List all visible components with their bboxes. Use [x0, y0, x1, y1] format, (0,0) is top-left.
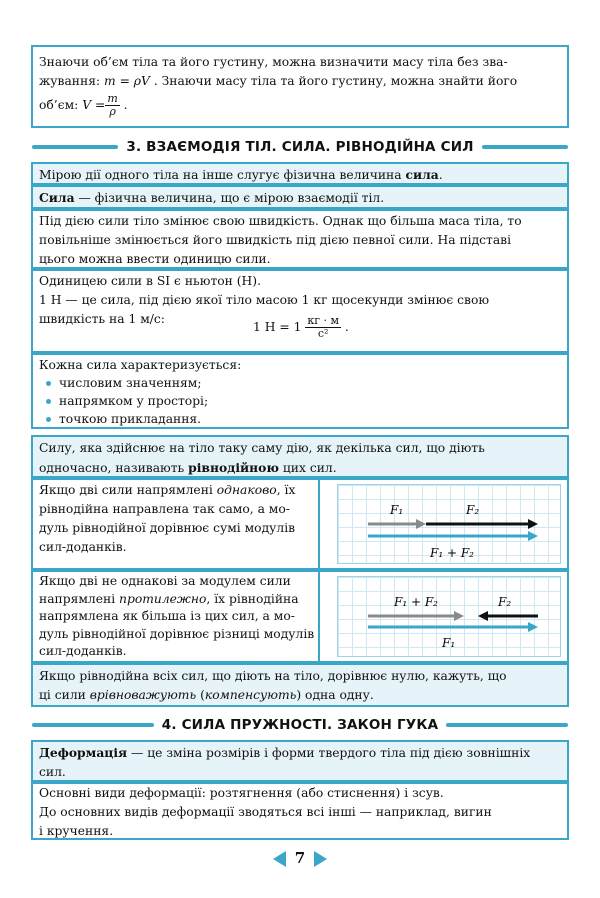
- box-text: .: [438, 168, 443, 182]
- intro-text: .: [119, 98, 128, 112]
- title-rule-left: [32, 145, 118, 149]
- force-definition-box: [31, 185, 569, 209]
- label-f2: F₂: [466, 503, 480, 517]
- unit-fraction: [305, 315, 341, 340]
- formula-tail: .: [341, 320, 349, 334]
- term-deformation: Деформація: [39, 745, 128, 760]
- label-sum: F₁ + F₂: [430, 546, 474, 560]
- title-rule-left: [32, 723, 154, 727]
- box-text: напрямлені: [39, 591, 120, 606]
- text-line: цього можна ввести одиницю сили.: [39, 252, 271, 266]
- term-compensate: компенсують: [204, 688, 297, 702]
- box-text: цих сил.: [278, 461, 337, 475]
- column-divider: [318, 572, 320, 661]
- list-item: числовим значенням;: [59, 374, 561, 392]
- opposite-direction-diagram: [337, 576, 561, 657]
- intro-line-3: [39, 93, 561, 118]
- vector-diagram-opposite: [338, 577, 560, 656]
- intro-line-2: [39, 72, 561, 91]
- section-4-title-bar: [32, 714, 568, 736]
- term-force-def: Сила: [39, 190, 75, 205]
- label-f1: F₁: [442, 636, 456, 650]
- term-opposite: протилежно: [119, 591, 207, 606]
- box-text: — фізична величина, що є мірою взаємодії тіл.: [74, 191, 385, 205]
- text-line: Основні види деформації: розтягнення (або стиснення) і зсув.: [39, 786, 444, 800]
- box-text: (: [196, 688, 205, 702]
- arrowhead-icon: [416, 519, 426, 529]
- intro-text: жування:: [39, 74, 105, 88]
- resultant-definition-box: [31, 435, 569, 478]
- label-sum: F₁ + F₂: [394, 595, 438, 609]
- box-text: ці сили: [39, 688, 90, 702]
- text-line: рівнодійна направлена так само, а мо-: [39, 502, 290, 516]
- term-resultant: рівнодійною: [188, 460, 279, 475]
- same-direction-box: [31, 478, 569, 570]
- section-3-title: 3. ВЗАЄМОДІЯ ТІЛ. СИЛА. РІВНОДІЙНА СИЛ: [126, 139, 474, 155]
- term-balance: врівноважують: [89, 688, 197, 702]
- text-line: напрямлена як більша із цих сил, а мо-: [39, 609, 295, 623]
- text-line: дуль рівнодійної дорівнює різниці модулів: [39, 626, 315, 641]
- vector-diagram-same: [338, 485, 560, 563]
- fraction-numerator: m: [107, 92, 118, 105]
- label-f2: F₂: [498, 595, 512, 609]
- text-line: сил-доданків.: [39, 644, 127, 658]
- section-4-title: 4. СИЛА ПРУЖНОСТІ. ЗАКОН ГУКА: [161, 717, 439, 733]
- previous-page-icon[interactable]: [273, 851, 286, 867]
- intro-text: об’єм:: [39, 98, 83, 112]
- title-rule-right: [482, 145, 568, 149]
- text-line: [39, 458, 561, 478]
- same-direction-diagram: [337, 484, 561, 564]
- label-f1: F₁: [390, 503, 404, 517]
- fraction-denominator: ρ: [109, 105, 116, 118]
- opposite-direction-box: [31, 570, 569, 663]
- volume-fraction: [105, 93, 119, 118]
- text-line: До основних видів деформації зводяться всі інші — наприклад, вигин: [39, 805, 492, 819]
- arrowhead-icon: [528, 519, 538, 529]
- text-line: [39, 743, 561, 763]
- box-text: Мірою дії одного тіла на інше слугує фізична величина: [39, 168, 406, 182]
- next-page-icon[interactable]: [314, 851, 327, 867]
- title-rule-right: [446, 723, 568, 727]
- intro-line-1: Знаючи об’єм тіла та його густину, можна визначити масу тіла без зва-: [39, 55, 508, 69]
- term-same: однаково: [216, 483, 277, 497]
- box-text: , їх: [276, 483, 296, 497]
- text-line: Якщо рівнодійна всіх сил, що діють на тіло, дорівнює нулю, кажуть, що: [39, 669, 507, 683]
- text-line: 1 Н — це сила, під дією якої тіло масою 1 кг щосекунди змінює свою: [39, 293, 490, 307]
- text-line: Під дією сили тіло змінює свою швидкість. Однак що більша маса тіла, то: [39, 214, 522, 228]
- list-item: точкою прикладання.: [59, 410, 561, 428]
- balanced-forces-box: [31, 663, 569, 707]
- text-line: Одиницею сили в SI є ньютон (Н).: [39, 274, 261, 288]
- deformation-types-box: [31, 782, 569, 840]
- text-line: Якщо дві не однакові за модулем сили: [39, 574, 291, 588]
- intro-box: [31, 45, 569, 128]
- newton-formula: [253, 315, 349, 340]
- arrowhead-icon: [528, 622, 538, 632]
- mass-formula: m = ρV: [104, 74, 150, 88]
- characteristics-list: [39, 374, 561, 428]
- page-number: 7: [294, 849, 306, 867]
- box-text: ) одна одну.: [296, 688, 374, 702]
- box-text: Якщо дві сили напрямлені: [39, 483, 217, 497]
- arrowhead-icon: [528, 531, 538, 541]
- text-line: сил.: [39, 765, 66, 779]
- box-text: одночасно, називають: [39, 461, 189, 475]
- force-effect-box: [31, 209, 569, 269]
- force-measure-box: [31, 162, 569, 185]
- newton-unit-box: [31, 269, 569, 353]
- column-divider: [318, 480, 320, 568]
- term-force: сила: [405, 167, 439, 182]
- text-line: сил-доданків.: [39, 540, 127, 554]
- text-line: швидкість на 1 м/с:: [39, 312, 165, 326]
- intro-text: . Знаючи масу тіла та його густину, можна знайти його: [149, 74, 518, 88]
- text-line: і кручення.: [39, 824, 114, 838]
- box-text: — це зміна розмірів і форми твердого тіла під дією зовнішніх: [127, 746, 531, 760]
- volume-formula-lhs: V =: [82, 98, 106, 112]
- arrowhead-icon: [478, 611, 488, 621]
- page-navigation: [0, 849, 600, 867]
- fraction-numerator: кг · м: [307, 314, 340, 327]
- arrowhead-icon: [454, 611, 464, 621]
- text-line: дуль рівнодійної дорівнює сумі модулів: [39, 521, 296, 535]
- deformation-definition-box: [31, 740, 569, 782]
- fraction-denominator: с²: [317, 327, 329, 340]
- box-text: , їх рівнодійна: [206, 591, 299, 606]
- text-line: [39, 686, 561, 705]
- list-item: напрямком у просторі;: [59, 392, 561, 410]
- text-line: Силу, яка здійснює на тіло таку саму дію, як декілька сил, що діють: [39, 441, 485, 455]
- section-3-title-bar: [32, 136, 568, 158]
- text-line: Кожна сила характеризується:: [39, 358, 242, 372]
- force-characteristics-box: [31, 353, 569, 429]
- formula-lhs: 1 Н = 1: [253, 320, 302, 334]
- text-line: повільніше змінюється його швидкість під дією певної сили. На підставі: [39, 233, 512, 247]
